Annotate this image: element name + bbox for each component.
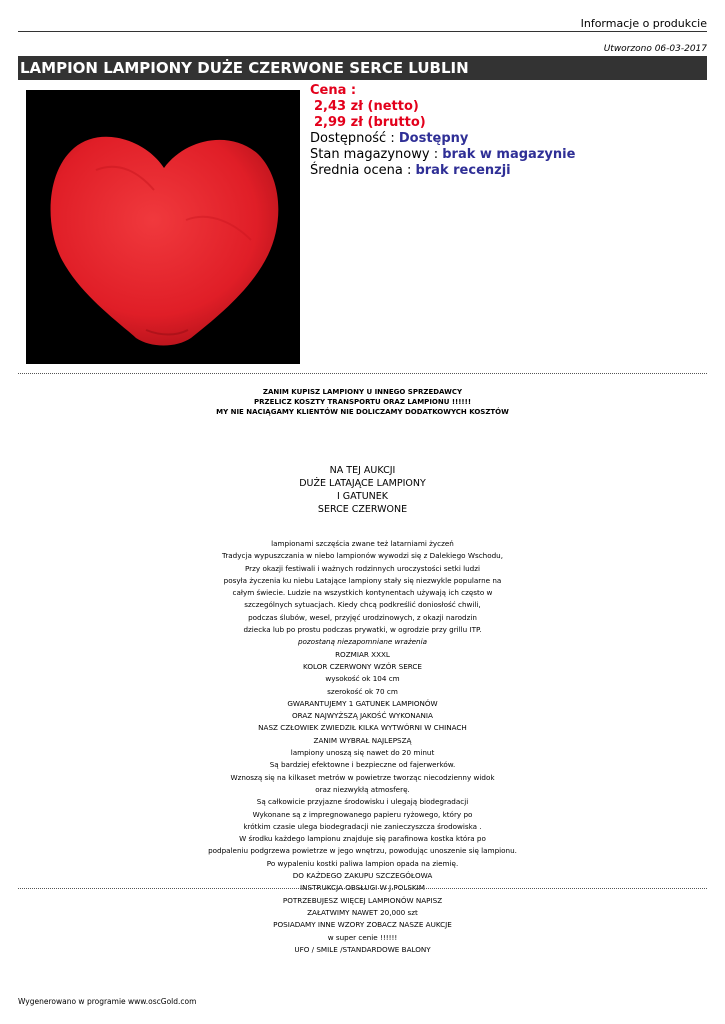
description-line: POSIADAMY INNE WZORY ZOBACZ NASZE AUKCJE — [273, 920, 452, 930]
description-line: POTRZEBUJESZ WIĘCEJ LAMPIONÓW NAPISZ — [282, 895, 443, 905]
price-brutto: 2,99 zł (brutto) — [314, 115, 426, 130]
description-line: lampionami szczęścia zwane też latarniami życzeń — [271, 539, 454, 548]
price-label: Cena : — [310, 83, 357, 98]
description-line: ZANIM WYBRAŁ NAJLEPSZĄ — [313, 735, 412, 745]
notice-line: PRZELICZ KOSZTY TRANSPORTU ORAZ LAMPIONU !!!!!! — [253, 398, 472, 406]
rating-value: brak recenzji — [415, 163, 511, 178]
description-line: Są bardziej efektowne i bezpieczne od fajerwerków. — [269, 760, 456, 770]
footer-credit: Wygenerowano w programie www.oscGold.com — [18, 997, 197, 1006]
description-line: posyła życzenia ku niebu Latające lampiony stały się niezwykle popularne na — [223, 575, 502, 585]
description-line: INSTRUKCJA OBSŁUGI W J.POLSKIM — [300, 883, 425, 893]
description-line: w super cenie !!!!!! — [327, 932, 398, 942]
description-line: Wznoszą się na kilkaset metrów w powietrze tworząc niecodzienny widok — [230, 772, 495, 782]
description-line: dziecka lub po prostu podczas prywatki, w ogrodzie przy grillu ITP. — [243, 625, 482, 635]
description-line: NASZ CZŁOWIEK ZWIEDZIŁ KILKA WYTWÓRNI W CHINACH — [258, 723, 467, 733]
description-line: szczególnych sytuacjach. Kiedy chcą podkreślić doniosłość chwili, — [244, 600, 481, 610]
description-line: Po wypaleniu kostki paliwa lampion opada na ziemię. — [266, 858, 459, 868]
heart-lantern-icon — [26, 90, 300, 364]
rating-row — [310, 163, 575, 179]
notice-line: MY NIE NACIĄGAMY KLIENTÓW NIE DOLICZAMY DODATKOWYCH KOSZTÓW — [216, 408, 509, 416]
description-line: Przy okazji festiwali i ważnych rodzinnych uroczystości setki ludzi — [244, 563, 481, 573]
auction-line: NA TEJ AUKCJI — [329, 465, 396, 476]
description-line: Tradycja wypuszczania w niebo lampionów wywodzi się z Dalekiego Wschodu, — [221, 551, 503, 561]
availability-label: Dostępność : — [310, 131, 395, 146]
description-line: UFO / SMILE /STANDARDOWE BALONY — [294, 944, 431, 954]
availability-value: Dostępny — [398, 131, 469, 146]
divider-top — [18, 373, 707, 374]
description-line: podpaleniu podgrzewa powietrze w jego wnętrzu, powodując unoszenie się lampionu. — [208, 846, 517, 856]
description-line: oraz niezwykłą atmosferę. — [315, 784, 410, 794]
created-date: Utworzono 06-03-2017 — [603, 44, 707, 54]
description-line: W środku każdego lampionu znajduje się parafinowa kostka która po — [239, 834, 486, 844]
divider-bottom — [18, 888, 707, 889]
description-line: lampiony unoszą się nawet do 20 minut — [290, 748, 435, 758]
description-line: DO KAŻDEGO ZAKUPU SZCZEGÓŁOWA — [292, 871, 433, 881]
stock-value: brak w magazynie — [442, 147, 576, 162]
description-block — [18, 538, 707, 956]
product-title: LAMPION LAMPIONY DUŻE CZERWONE SERCE LUBLIN — [18, 56, 707, 80]
auction-line: SERCE CZERWONE — [317, 504, 408, 515]
notice-line: ZANIM KUPISZ LAMPIONY U INNEGO SPRZEDAWCY — [262, 388, 463, 396]
availability-row — [310, 131, 575, 147]
description-line: KOLOR CZERWONY WZÓR SERCE — [303, 661, 422, 671]
stock-label: Stan magazynowy : — [310, 147, 439, 162]
auction-block — [18, 464, 707, 516]
description-line: wysokość ok 104 cm — [325, 674, 400, 684]
description-line: Wykonane są z impregnowanego papieru ryżowego, który po — [252, 809, 473, 819]
auction-line: I GATUNEK — [336, 491, 389, 502]
notice-block — [18, 387, 707, 417]
header-divider — [18, 31, 707, 32]
rating-label: Średnia ocena : — [310, 163, 412, 178]
description-line: ORAZ NAJWYŻSZĄ JAKOŚĆ WYKONANIA — [292, 711, 433, 721]
description-line: ZAŁATWIMY NAWET 20,000 szt — [307, 907, 418, 917]
description-line: szerokość ok 70 cm — [327, 686, 398, 696]
description-line: pozostaną niezapomniane wrażenia — [297, 637, 428, 647]
description-line: GWARANTUJEMY 1 GATUNEK LAMPIONÓW — [287, 698, 438, 708]
description-line: ROZMIAR XXXL — [335, 649, 390, 659]
description-line: całym świecie. Ludzie na wszystkich kontynentach używają ich często w — [232, 588, 493, 598]
price-netto: 2,43 zł (netto) — [314, 99, 419, 114]
description-line: podczas ślubów, wesel, przyjęć urodzinowych, z okazji narodzin — [248, 612, 477, 622]
description-line: krótkim czasie ulega biodegradacji nie zanieczyszcza środowiska . — [243, 821, 482, 831]
auction-line: DUŻE LATAJĄCE LAMPIONY — [299, 478, 426, 489]
description-line: Są całkowicie przyjazne środowisku i ulegają biodegradacji — [256, 797, 469, 807]
stock-row — [310, 147, 575, 163]
section-header-label: Informacje o produkcie — [580, 17, 707, 30]
product-image — [26, 90, 300, 364]
product-info — [310, 83, 575, 179]
